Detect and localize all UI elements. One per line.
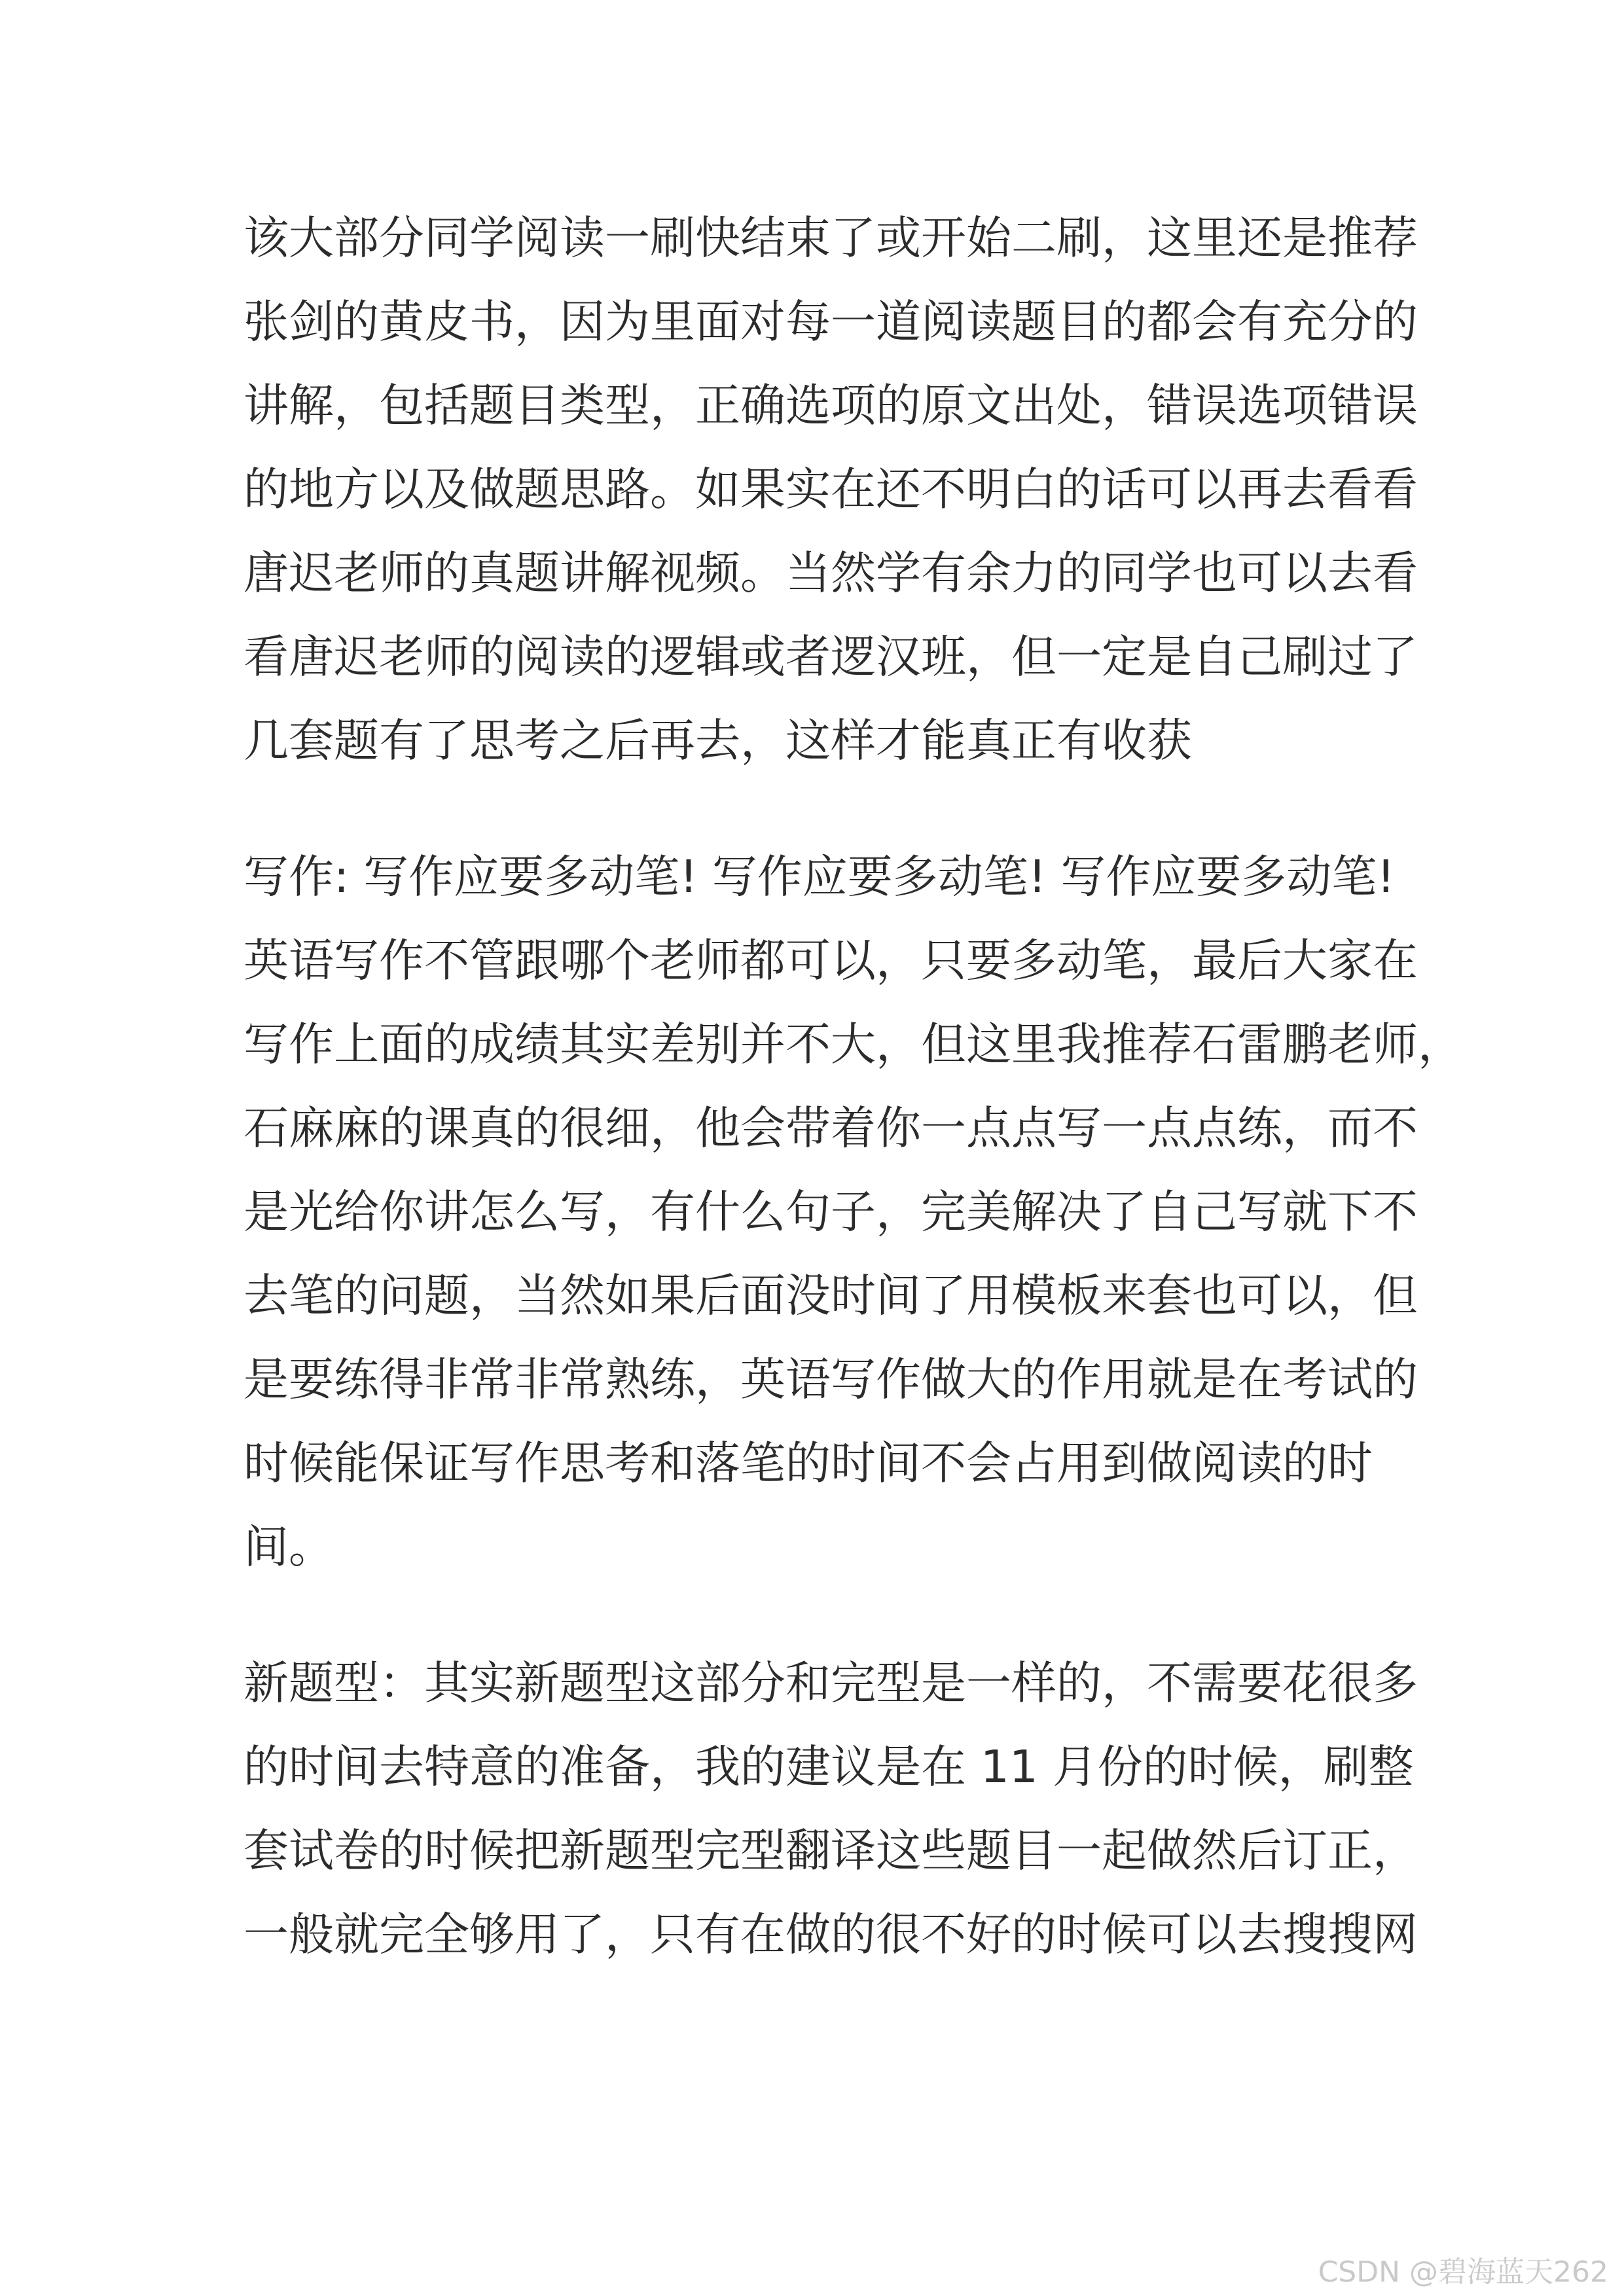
text-line: 讲解，包括题目类型，正确选项的原文出处，错误选项错误: [244, 380, 1418, 432]
text-line: 是光给你讲怎么写，有什么句子，完美解决了自己写就下不: [244, 1186, 1418, 1238]
text-line: 唐迟老师的真题讲解视频。当然学有余力的同学也可以去看: [244, 547, 1418, 600]
text-line: 英语写作不管跟哪个老师都可以，只要多动笔，最后大家在: [244, 935, 1418, 987]
text-line: 间。: [244, 1521, 334, 1573]
text-line: 新题型：其实新题型这部分和完型是一样的，不需要花很多: [244, 1657, 1418, 1710]
text-line: 该大部分同学阅读一刷快结束了或开始二刷，这里还是推荐: [244, 212, 1418, 264]
text-line: 张剑的黄皮书，因为里面对每一道阅读题目的都会有充分的: [244, 296, 1418, 348]
text-line: 的地方以及做题思路。如果实在还不明白的话可以再去看看: [244, 463, 1418, 516]
paragraph-new-question-type-advice: [244, 1641, 1418, 1977]
text-line: 几套题有了思考之后再去，这样才能真正有收获: [244, 715, 1192, 767]
document-body: [244, 196, 1463, 2029]
text-line: 写作: 写作应要多动笔! 写作应要多动笔! 写作应要多动笔!: [244, 851, 1396, 903]
text-line: 看唐迟老师的阅读的逻辑或者逻汉班，但一定是自己刷过了: [244, 631, 1418, 683]
paragraph-writing-advice: [244, 835, 1463, 1589]
text-line: 一般就完全够用了，只有在做的很不好的时候可以去搜搜网: [244, 1909, 1418, 1961]
text-line: 石麻麻的课真的很细，他会带着你一点点写一点点练，而不: [244, 1102, 1418, 1155]
text-line: 写作上面的成绩其实差别并不大，但这里我推荐石雷鹏老师，: [244, 1018, 1463, 1071]
text-line: 是要练得非常非常熟练，英语写作做大的作用就是在考试的: [244, 1354, 1418, 1406]
text-line: 时候能保证写作思考和落笔的时间不会占用到做阅读的时: [244, 1437, 1373, 1490]
csdn-watermark: CSDN @碧海蓝天262: [1318, 2255, 1608, 2289]
text-line: 套试卷的时候把新题型完型翻译这些题目一起做然后订正，: [244, 1825, 1418, 1877]
text-line: 去笔的问题，当然如果后面没时间了用模板来套也可以，但: [244, 1270, 1418, 1322]
text-line: 的时间去特意的准备，我的建议是在 11 月份的时候，刷整: [244, 1741, 1414, 1793]
paragraph-reading-advice: [244, 196, 1418, 783]
